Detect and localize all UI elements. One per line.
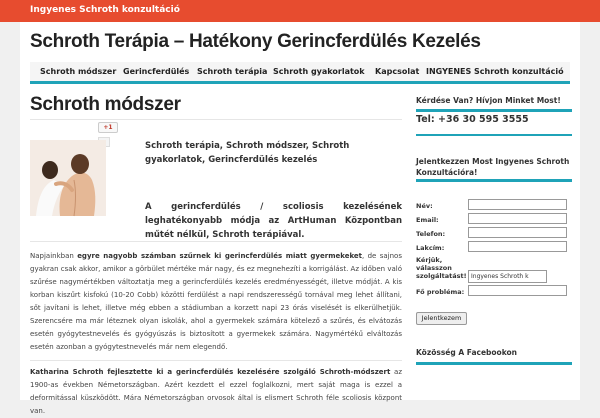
phone-input[interactable] [468,227,567,238]
service-select-value: Ingyenes Schroth k [471,273,529,280]
facebook-widget-title: Közösség A Facebookon [416,348,517,357]
intro-divider [30,241,402,242]
widget-divider [416,134,572,136]
main-content [30,92,402,415]
form-widget-title: Jelentkezzen Most Ingyenes Schroth Konzultációra! [416,157,570,177]
problem-label: Fő probléma: [416,288,465,296]
therapy-photo [30,140,106,216]
intro-lead: A gerincferdülés / scoliosis kezelésének leghatékonyabb módja az ArtHuman Központban műtét nélkül, Schroth terápiával. [145,202,402,240]
name-input[interactable] [468,199,567,210]
paragraph-divider [30,360,402,361]
problem-input[interactable] [468,285,567,296]
google-plus-button[interactable] [98,122,118,133]
gplus-label: +1 [103,124,113,131]
facebook-accent-bar [416,362,572,365]
question-widget-title: Kérdése Van? Hívjon Minket Most! [416,96,561,105]
top-bar [0,0,600,22]
submit-button[interactable]: Jelentkezem [416,312,467,325]
post-title: Schroth módszer [30,94,181,115]
paragraph-2: Katharina Schroth fejlesztette ki a gerincferdülés kezelésére szolgáló Schroth-módszert az 1900-as években Németországban. Azért kezdett el ezzel foglalkozni, mert saját maga is ezzel a deformitással küszködött. Mára Németországban orvosok által is elismert Schroth féle scoliosis központ van. [30,368,402,415]
service-select[interactable] [468,270,547,283]
nav-item-kapcsolat[interactable]: Kapcsolat [375,67,420,76]
nav-item-gerincferdules[interactable]: Gerincferdülés [123,67,190,76]
nav-item-schroth-terapia[interactable]: Schroth terápia [197,67,268,76]
intro-keywords: Schroth terápia, Schroth módszer, Schroth gyakorlatok, Gerincferdülés kezelés [145,141,350,165]
service-label: Kérjük, válasszon szolgáltatást! [416,256,467,280]
nav-item-ingyenes-konzultacio[interactable]: INGYENES Schroth konzultáció [426,67,564,76]
nav-item-schroth-gyakorlatok[interactable]: Schroth gyakorlatok [273,67,365,76]
title-divider [30,119,402,120]
free-consultation-link[interactable]: Ingyenes Schroth konzultáció [30,5,180,15]
main-navigation [30,62,570,84]
city-label: Lakcím: [416,244,445,252]
sidebar [416,92,576,402]
form-accent-bar [416,179,572,182]
email-label: Email: [416,216,439,224]
email-input[interactable] [468,213,567,224]
city-input[interactable] [468,241,567,252]
phone-label: Telefon: [416,230,446,238]
site-title[interactable]: Schroth Terápia – Hatékony Gerincferdülés Kezelés [30,31,481,52]
name-label: Név: [416,202,433,210]
widget-accent-bar [416,109,572,112]
nav-item-schroth-modszer[interactable]: Schroth módszer [40,67,117,76]
phone-number[interactable]: Tel: +36 30 595 3555 [416,114,529,125]
paragraph-1: Napjainkban egyre nagyobb számban szűrnek ki gerincferdülés miatt gyermekeket, de sajnos gyakran csak akkor, amikor a görbület mértéke már nagy, és ez megnehezíti a korrigálást. Az időben való szűrése nagymértékben változtatja meg a gerincferdülés kezelés eredményességét, illetve módját. A kis korban kiszűrt kisfokú (10-20 Cobb) közötti ferdülést a napi rendszerességű tornával meg lehet állítani, sőt javítani is lehet, illetve még ebben a stádiumban a korzett napi 23 órás viselését is elkerülhetjük. Szerencsére ma már léteznek olyan iskolák, ahol a gyermekek számára kötelező a szűrés, és elvátozás esetén gyógytestnevelés és gyógyúszás is biztosított a gyermekek számára. Nagymértékű elváltozás esetén azonban a gyógytestnevelés már nem elegendő. [30,252,402,351]
page-container [20,22,580,415]
